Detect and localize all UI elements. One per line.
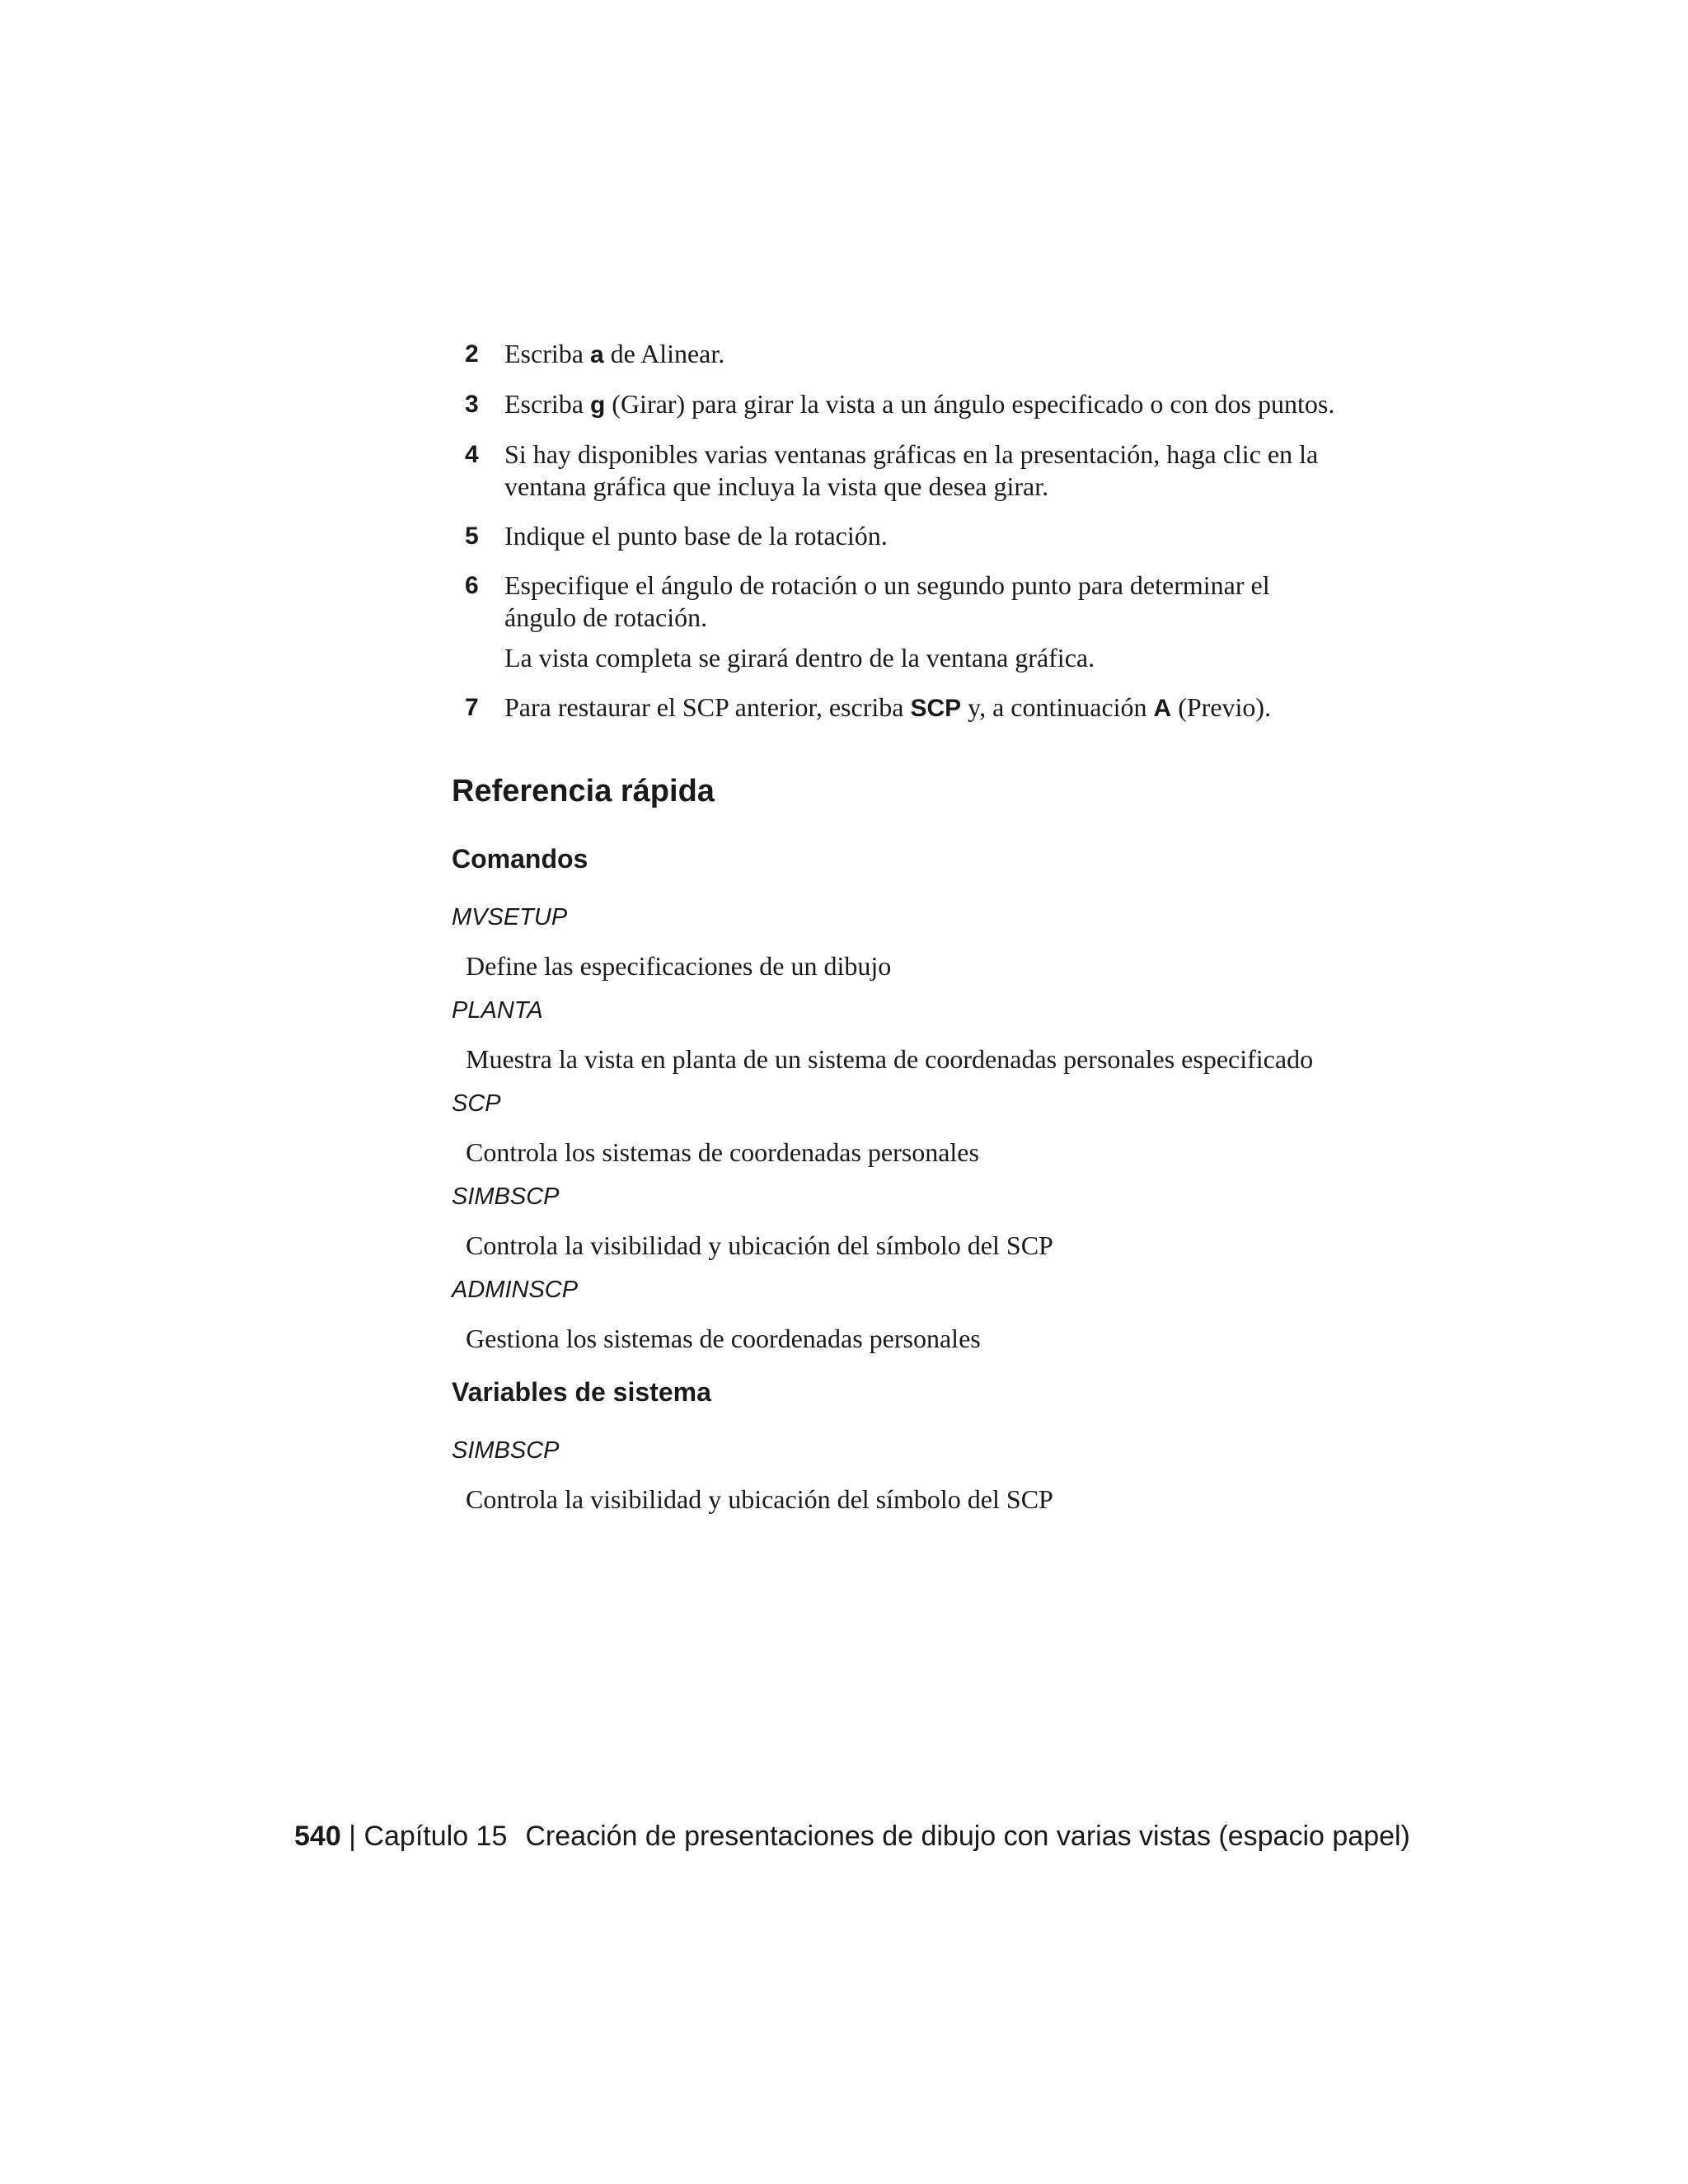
step-item bbox=[452, 520, 1342, 552]
chapter-title: Creación de presentaciones de dibujo con varias vistas (espacio papel) bbox=[525, 1821, 1410, 1852]
step-text: Para restaurar el SCP anterior, escriba bbox=[504, 692, 911, 722]
step-number: 7 bbox=[465, 694, 479, 721]
section-title: Referencia rápida bbox=[452, 774, 715, 808]
step-key: g bbox=[589, 391, 606, 419]
command-description: Gestiona los sistemas de coordenadas personales bbox=[466, 1324, 981, 1353]
step-text: Escriba bbox=[504, 339, 590, 368]
command-name: ADMINSCP bbox=[452, 1277, 579, 1303]
step-number: 3 bbox=[465, 391, 479, 418]
sysvar-name: SIMBSCP bbox=[452, 1437, 560, 1464]
step-text: Si hay disponibles varias ventanas gráficas en la presentación, haga clic en la ventana gráfica que incluya la vista que desea girar. bbox=[504, 439, 1319, 501]
command-name: SIMBSCP bbox=[452, 1183, 560, 1210]
step-item bbox=[452, 691, 1342, 724]
command-description: Muestra la vista en planta de un sistema de coordenadas personales especificado bbox=[466, 1044, 1314, 1074]
step-text: Indique el punto base de la rotación. bbox=[504, 521, 888, 551]
sysvar-description: Controla la visibilidad y ubicación del símbolo del SCP bbox=[466, 1484, 1053, 1514]
step-text: (Previo). bbox=[1171, 692, 1272, 722]
command-description: Define las especificaciones de un dibujo bbox=[466, 951, 892, 981]
command-name: MVSETUP bbox=[452, 904, 568, 930]
command-description: Controla la visibilidad y ubicación del símbolo del SCP bbox=[466, 1230, 1053, 1260]
step-item bbox=[452, 338, 1342, 371]
command-name: PLANTA bbox=[452, 997, 543, 1024]
step-number: 6 bbox=[465, 572, 479, 599]
commands-heading: Comandos bbox=[452, 844, 588, 874]
system-variables-heading: Variables de sistema bbox=[452, 1377, 711, 1407]
step-item bbox=[452, 388, 1342, 421]
step-text: Escriba bbox=[504, 389, 590, 419]
page-footer bbox=[294, 1820, 1410, 1853]
step-number: 5 bbox=[465, 523, 479, 550]
chapter-label: Capítulo 15 bbox=[363, 1821, 508, 1852]
step-text: de Alinear. bbox=[603, 339, 725, 368]
command-description: Controla los sistemas de coordenadas personales bbox=[466, 1137, 979, 1167]
step-text: y, a continuación bbox=[961, 692, 1154, 722]
step-note: La vista completa se girará dentro de la ventana gráfica. bbox=[504, 643, 1095, 673]
step-key: a bbox=[589, 341, 604, 368]
step-item bbox=[452, 569, 1342, 674]
command-name: SCP bbox=[452, 1090, 501, 1117]
page-number: 540 bbox=[294, 1821, 341, 1852]
step-key: A bbox=[1153, 695, 1172, 722]
step-number: 2 bbox=[465, 340, 479, 368]
step-item bbox=[452, 438, 1342, 503]
footer-separator: | bbox=[340, 1821, 364, 1852]
step-text: Especifique el ángulo de rotación o un segundo punto para determinar el ángulo de rotación. bbox=[504, 570, 1270, 632]
step-text: (Girar) para girar la vista a un ángulo especificado o con dos puntos. bbox=[605, 389, 1335, 419]
step-key: SCP bbox=[910, 695, 962, 722]
step-number: 4 bbox=[465, 441, 479, 468]
page-content bbox=[452, 338, 1342, 1529]
